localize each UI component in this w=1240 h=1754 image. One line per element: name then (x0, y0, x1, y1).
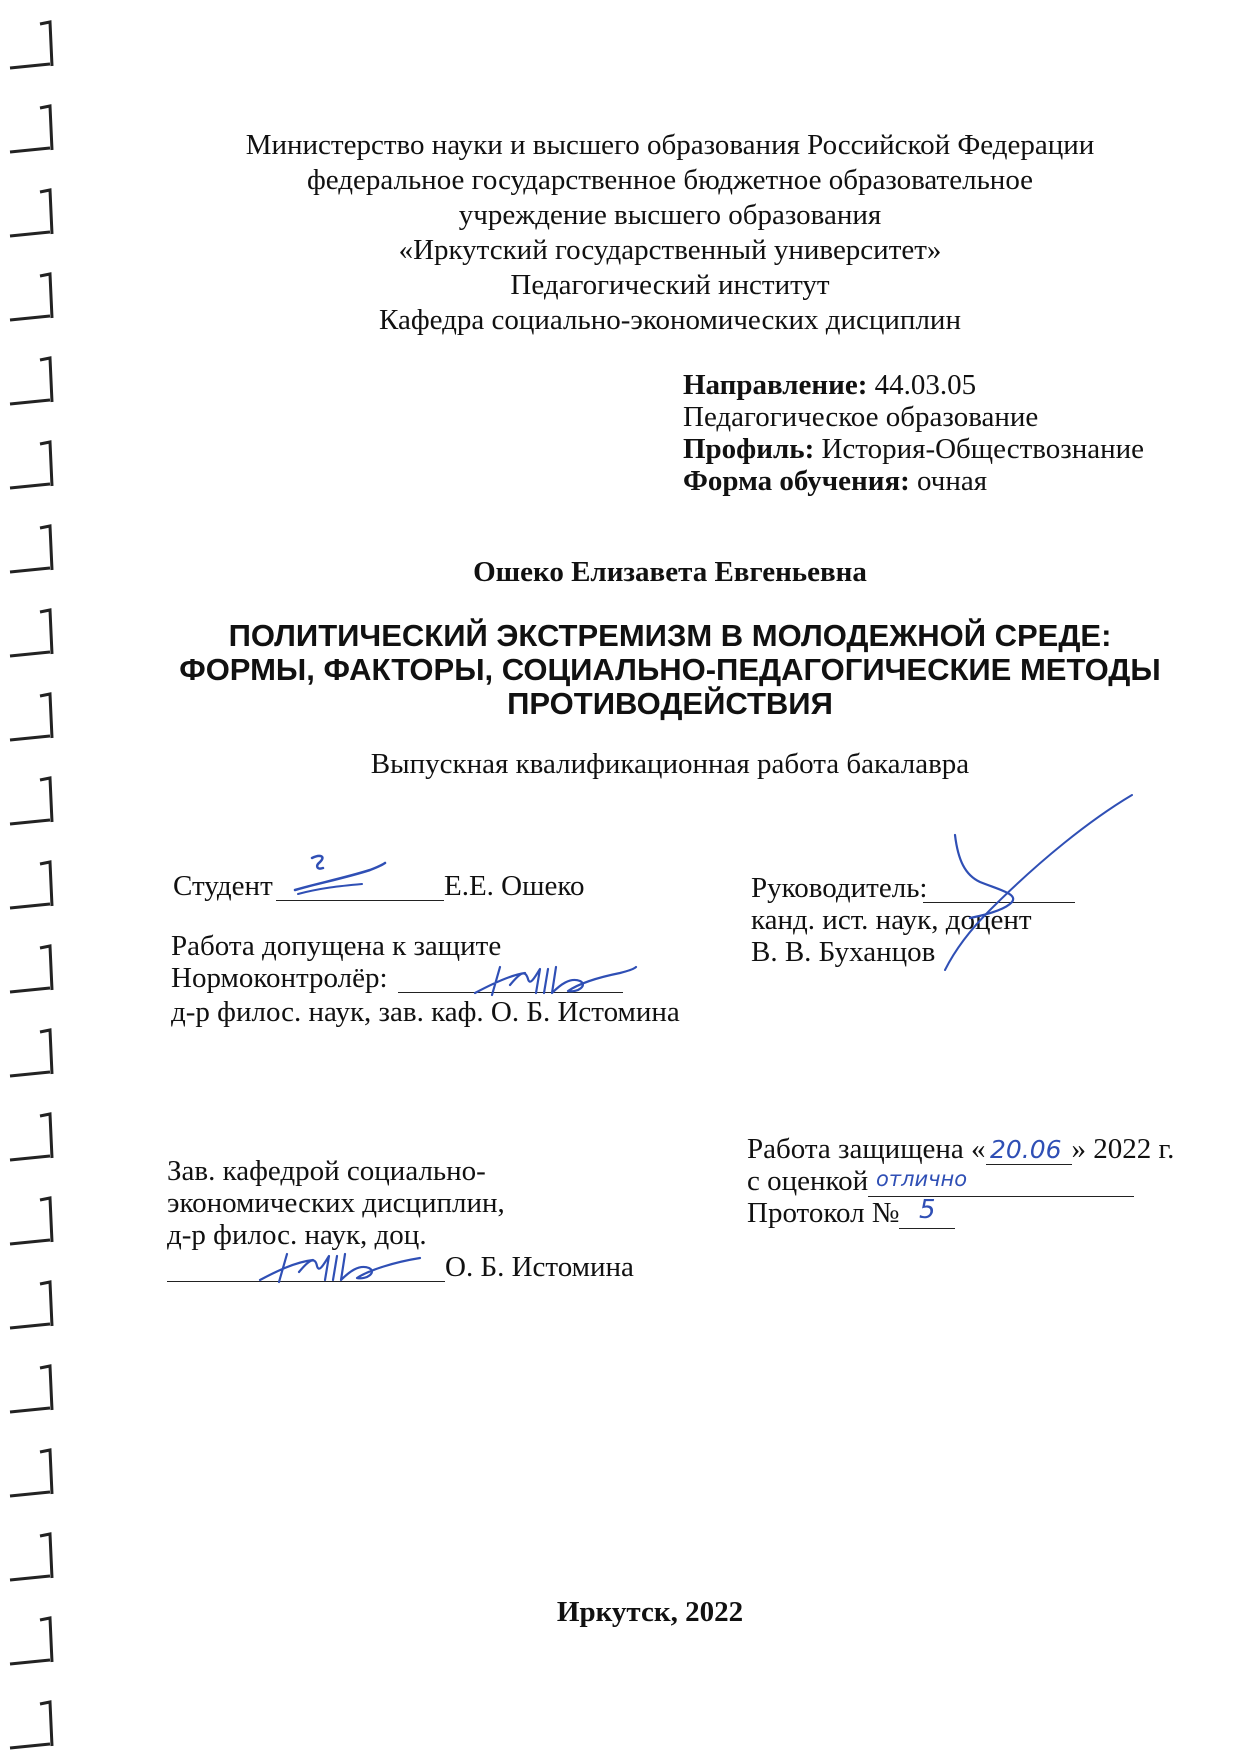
work-type: Выпускная квалификационная работа бакалавра (370, 748, 970, 780)
supervisor-degree: канд. ист. наук, доцент (751, 904, 1032, 936)
defense-suffix: » 2022 г. (1071, 1133, 1175, 1165)
thesis-title (0, 619, 1240, 721)
binding-mark (10, 1114, 52, 1160)
svg-text:5: 5 (919, 1195, 937, 1225)
binding-mark (10, 1534, 52, 1580)
supervisor-label: Руководитель: (751, 872, 928, 904)
header-line: Кафедра социально-экономических дисциплин (379, 304, 961, 336)
form-value: очная (917, 465, 988, 497)
binding-mark (10, 778, 52, 824)
defense-line (747, 1133, 1174, 1165)
header-line: «Иркутский государственный университет» (398, 234, 942, 266)
institution-header (0, 128, 1240, 338)
grade-label: с оценкой (747, 1165, 869, 1197)
binding-mark (10, 946, 52, 992)
head-name: О. Б. Истомина (445, 1251, 634, 1283)
svg-text:отлично: отлично (876, 1167, 968, 1191)
supervisor-signature (900, 790, 1140, 980)
header-line: Педагогический институт (510, 269, 830, 301)
grade-line (747, 1165, 1134, 1197)
svg-text:20.06: 20.06 (989, 1135, 1062, 1164)
author-name: Ошеко Елизавета Евгеньевна (473, 556, 867, 588)
binding-mark (10, 1030, 52, 1076)
normcontrol-person: д-р филос. наук, зав. каф. О. Б. Истомина (171, 996, 680, 1028)
binding-mark (10, 442, 52, 488)
binding-mark (10, 1450, 52, 1496)
binding-mark (10, 22, 52, 68)
binding-mark (10, 358, 52, 404)
title-line: ПОЛИТИЧЕСКИЙ ЭКСТРЕМИЗМ В МОЛОДЕЖНОЙ СРЕДЕ: (228, 618, 1112, 653)
normcontrol-label: Нормоконтролёр: (171, 962, 388, 994)
binding-mark (10, 1282, 52, 1328)
direction-name: Педагогическое образование (683, 401, 1039, 433)
head-line1: Зав. кафедрой социально- (167, 1155, 486, 1187)
header-line: федеральное государственное бюджетное образовательное (306, 164, 1034, 196)
binding-mark (10, 1366, 52, 1412)
binding-mark (10, 862, 52, 908)
binding-mark (10, 1702, 52, 1748)
protocol-label: Протокол № (747, 1197, 900, 1229)
student-name: Е.Е. Ошеко (444, 870, 585, 902)
defense-prefix: Работа защищена « (747, 1133, 986, 1165)
defense-date (986, 1136, 1072, 1165)
profile-value: История-Обществознание (821, 433, 1145, 465)
protocol-line (747, 1197, 955, 1229)
admission-line: Работа допущена к защите (171, 930, 502, 962)
normcontrol-signature (470, 955, 640, 1005)
form-label: Форма обучения: (683, 465, 910, 497)
student-signature (290, 850, 400, 900)
student-label: Студент (173, 870, 273, 902)
head-line2: экономических дисциплин, (167, 1187, 505, 1219)
header-line: Министерство науки и высшего образования Российской Федерации (245, 129, 1095, 161)
supervisor-name: В. В. Буханцов (751, 936, 936, 968)
binding-mark (10, 1198, 52, 1244)
head-line3: д-р филос. наук, доц. (167, 1219, 427, 1251)
program-block (683, 369, 1144, 497)
header-line: учреждение высшего образования (458, 199, 882, 231)
title-line: ПРОТИВОДЕЙСТВИЯ (507, 686, 833, 721)
protocol-field (899, 1195, 955, 1229)
head-signature (255, 1240, 435, 1290)
direction-code: 44.03.05 (874, 369, 977, 401)
title-line: ФОРМЫ, ФАКТОРЫ, СОЦИАЛЬНО-ПЕДАГОГИЧЕСКИЕ МЕТОДЫ (179, 652, 1161, 687)
grade-field (868, 1168, 1134, 1197)
direction-label: Направление: (683, 369, 868, 401)
profile-label: Профиль: (683, 433, 815, 465)
city-year: Иркутск, 2022 (556, 1596, 744, 1628)
